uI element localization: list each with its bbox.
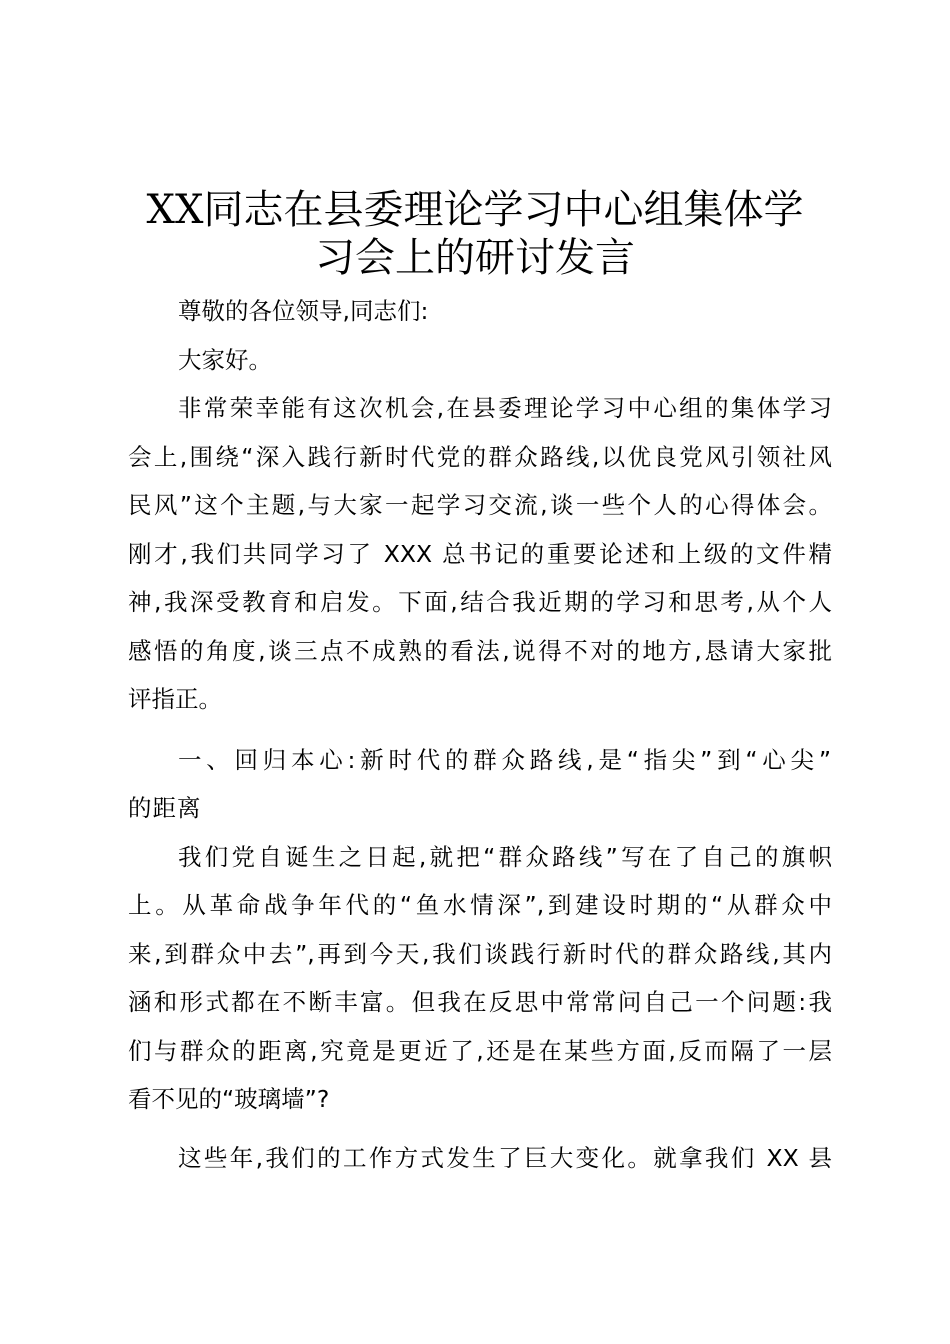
text-line: 民风”这个主题,与大家一起学习交流,谈一些个人的心得体会。	[128, 491, 832, 519]
text-line: 会上,围绕“深入践行新时代党的群众路线,以优良党风引领社风	[128, 442, 832, 471]
text-line: 涵和形式都在不断丰富。但我在反思中常常问自己一个问题:我	[128, 988, 832, 1016]
section-heading-1	[128, 736, 832, 833]
paragraph-greeting	[128, 336, 832, 385]
title-line: 习会上的研讨发言	[315, 235, 635, 281]
text-line: 上。从革命战争年代的“鱼水情深”,到建设时期的“从群众中	[128, 891, 832, 919]
text-line: 一、回归本心:新时代的群众路线,是“指尖”到“心尖”	[178, 745, 832, 774]
text-line: 来,到群众中去”,再到今天,我们谈践行新时代的群众路线,其内	[128, 939, 832, 968]
text-line: 尊敬的各位领导,同志们:	[178, 297, 429, 325]
title-line: XX同志在县委理论学习中心组集体学	[146, 187, 804, 233]
text-line: 刚才,我们共同学习了 XXX 总书记的重要论述和上级的文件精	[128, 539, 832, 568]
text-line: 评指正。	[128, 685, 222, 713]
text-line: 我们党自诞生之日起,就把“群众路线”写在了自己的旗帜	[178, 842, 832, 871]
text-line: 大家好。	[178, 345, 272, 374]
paragraph-intro	[128, 384, 832, 724]
paragraph-section-1b	[128, 1134, 832, 1183]
text-line: 看不见的“玻璃墙”?	[128, 1085, 330, 1113]
text-line: 的距离	[128, 794, 202, 822]
text-line: 非常荣幸能有这次机会,在县委理论学习中心组的集体学习	[178, 394, 832, 422]
text-line: 们与群众的距离,究竟是更近了,还是在某些方面,反而隔了一层	[128, 1036, 832, 1065]
text-line: 感悟的角度,谈三点不成熟的看法,说得不对的地方,恳请大家批	[128, 636, 832, 665]
document-body	[128, 287, 832, 1182]
text-line: 这些年,我们的工作方式发生了巨大变化。就拿我们 XX 县	[178, 1143, 832, 1172]
document-title	[0, 186, 950, 282]
paragraph-section-1	[128, 833, 832, 1124]
text-line: 神,我深受教育和启发。下面,结合我近期的学习和思考,从个人	[128, 588, 832, 616]
paragraph-salutation	[128, 287, 832, 336]
